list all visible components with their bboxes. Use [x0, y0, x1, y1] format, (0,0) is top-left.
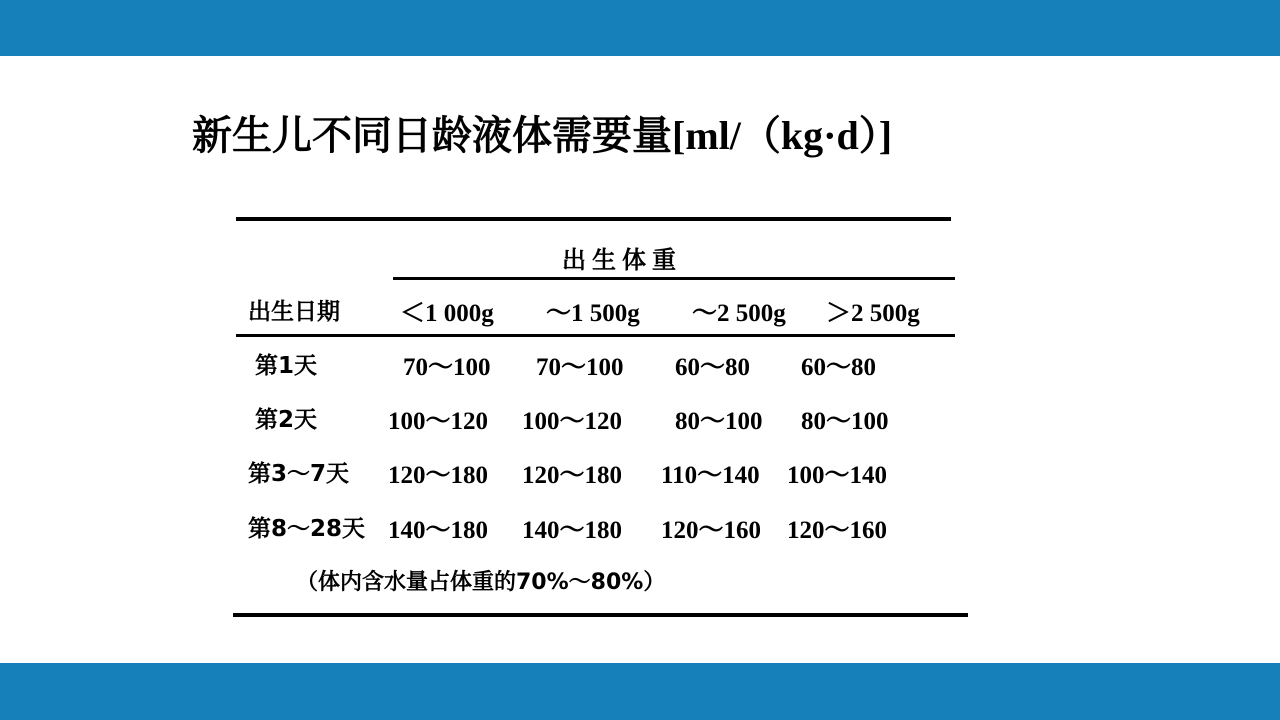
row-label: 第2天	[255, 407, 318, 433]
slide-title	[192, 104, 892, 161]
table-cell: 80～100	[675, 408, 763, 435]
slide-title-text: 新生儿不同日龄液体需要量	[192, 113, 672, 159]
bottom-accent-band	[0, 663, 1280, 720]
column-header: ～1 500g	[546, 300, 640, 327]
column-header: ＞2 500g	[826, 300, 920, 327]
table-header-rule	[236, 334, 955, 337]
table-cell: 60～80	[801, 354, 877, 381]
table-cell: 120～160	[661, 517, 762, 544]
table-cell: 120～180	[522, 462, 623, 489]
table-cell: 100～120	[522, 408, 623, 435]
column-header: ＜1 000g	[400, 300, 494, 327]
column-header: ～2 500g	[692, 300, 786, 327]
table-note: （体内含水量占体重的70%～80%）	[296, 570, 666, 595]
top-accent-band	[0, 0, 1280, 56]
slide-title-unit: [ml/（kg·d）]	[672, 113, 893, 158]
row-label: 第8～28天	[248, 516, 366, 542]
table-cell: 140～180	[388, 517, 489, 544]
table-top-rule	[236, 217, 951, 221]
birth-weight-group-header: 出生体重	[562, 246, 682, 274]
table-cell: 100～120	[388, 408, 489, 435]
table-cell: 60～80	[675, 354, 751, 381]
table-cell: 120～180	[388, 462, 489, 489]
table-cell: 70～100	[536, 354, 624, 381]
table-cell: 140～180	[522, 517, 623, 544]
table-bottom-rule	[233, 613, 968, 617]
row-header-label: 出生日期	[248, 299, 340, 325]
table-cell: 100～140	[787, 462, 888, 489]
group-header-rule	[393, 277, 955, 280]
table-cell: 110～140	[661, 462, 760, 489]
row-label: 第3～7天	[248, 461, 350, 487]
table-cell: 80～100	[801, 408, 889, 435]
table-cell: 120～160	[787, 517, 888, 544]
row-label: 第1天	[255, 353, 318, 379]
table-cell: 70～100	[403, 354, 491, 381]
